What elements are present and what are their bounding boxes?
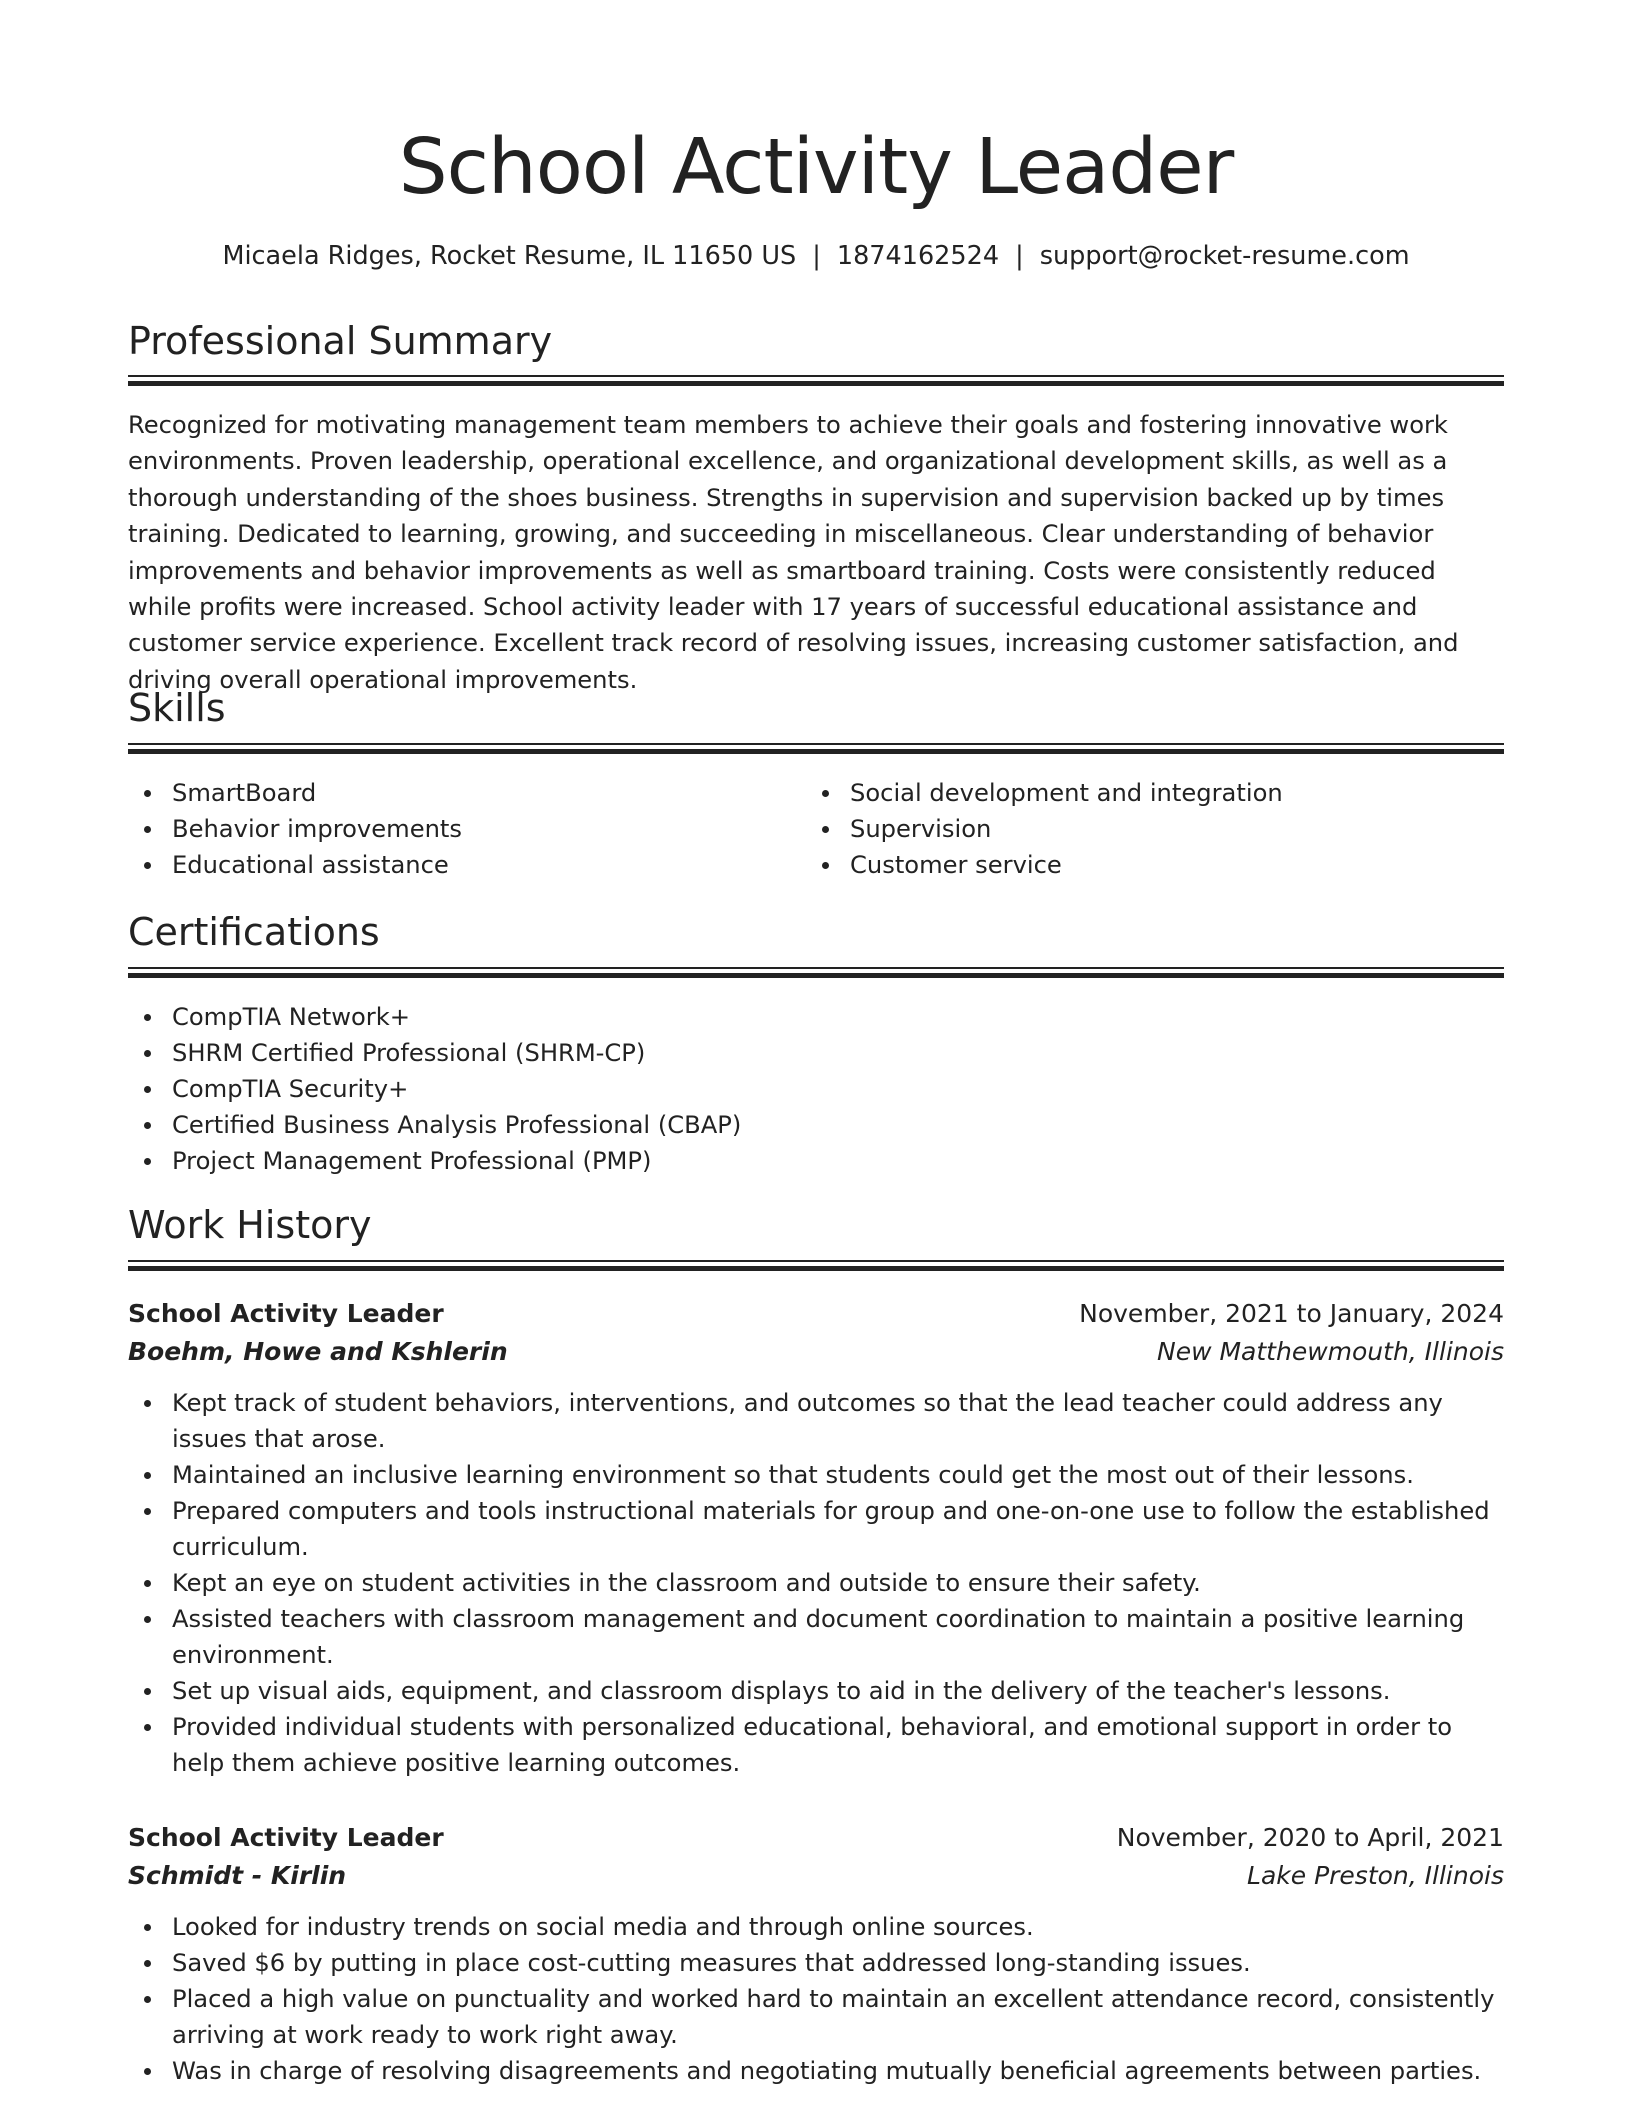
- skills-column-left: [128, 775, 788, 883]
- contact-separator: |: [812, 241, 821, 271]
- contact-phone: 1874162524: [836, 241, 1000, 271]
- job-location: New Matthewmouth, Illinois: [1157, 1337, 1504, 1366]
- contact-email: support@rocket-resume.com: [1039, 241, 1410, 271]
- section-heading-skills: Skills: [128, 686, 226, 730]
- job-bullet: Was in charge of resolving disagreements and negotiating mutually beneficial agreements between parties.: [128, 2053, 1504, 2089]
- job-bullet: Set up visual aids, equipment, and classroom displays to aid in the delivery of the teacher's lessons.: [128, 1673, 1504, 1709]
- job-bullet: Assisted teachers with classroom management and document coordination to maintain a positive learning environment.: [128, 1601, 1504, 1673]
- contact-address: Micaela Ridges, Rocket Resume, IL 11650 US: [222, 241, 797, 271]
- job-company: Boehm, Howe and Kshlerin: [128, 1337, 508, 1366]
- job-bullet: Looked for industry trends on social media and through online sources.: [128, 1909, 1504, 1945]
- section-heading-summary: Professional Summary: [128, 319, 553, 363]
- contact-line: [128, 238, 1504, 274]
- resume-title: School Activity Leader: [398, 123, 1234, 212]
- skill-item: Customer service: [806, 847, 1466, 883]
- certification-item: CompTIA Security+: [128, 1071, 1504, 1107]
- job-title: School Activity Leader: [128, 1823, 444, 1852]
- job-bullet: Kept track of student behaviors, interventions, and outcomes so that the lead teacher could address any issues that arose.: [128, 1385, 1504, 1457]
- certification-item: SHRM Certified Professional (SHRM-CP): [128, 1035, 1504, 1071]
- skill-item: Supervision: [806, 811, 1466, 847]
- certification-item: Project Management Professional (PMP): [128, 1143, 1504, 1179]
- job-bullet: Placed a high value on punctuality and worked hard to maintain an excellent attendance record, consistently arriving at work ready to work right away.: [128, 1981, 1504, 2053]
- skills-column-right: [806, 775, 1466, 883]
- section-heading-work-history: Work History: [128, 1203, 372, 1247]
- job-bullet: Kept an eye on student activities in the classroom and outside to ensure their safety.: [128, 1565, 1504, 1601]
- skill-item: Social development and integration: [806, 775, 1466, 811]
- job-bullet: Prepared computers and tools instructional materials for group and one-on-one use to follow the established curriculum.: [128, 1493, 1504, 1565]
- job-location: Lake Preston, Illinois: [1247, 1861, 1504, 1890]
- job-entry: [128, 1295, 1504, 1781]
- contact-separator: |: [1015, 241, 1024, 271]
- job-company: Schmidt - Kirlin: [128, 1861, 347, 1890]
- job-title: School Activity Leader: [128, 1299, 444, 1328]
- section-divider: [128, 967, 1504, 978]
- job-bullet: Saved $6 by putting in place cost-cutting measures that addressed long-standing issues.: [128, 1945, 1504, 1981]
- section-divider: [128, 375, 1504, 386]
- job-bullet: Maintained an inclusive learning environment so that students could get the most out of their lessons.: [128, 1457, 1504, 1493]
- section-divider: [128, 1260, 1504, 1271]
- job-bullet: Provided individual students with personalized educational, behavioral, and emotional support in order to help them achieve positive learning outcomes.: [128, 1709, 1504, 1781]
- job-entry: [128, 1819, 1504, 2089]
- job-dates: November, 2021 to January, 2024: [1079, 1299, 1504, 1328]
- certification-item: Certified Business Analysis Professional (CBAP): [128, 1107, 1504, 1143]
- skill-item: SmartBoard: [128, 775, 788, 811]
- skill-item: Behavior improvements: [128, 811, 788, 847]
- job-dates: November, 2020 to April, 2021: [1116, 1823, 1504, 1852]
- certification-item: CompTIA Network+: [128, 999, 1504, 1035]
- certifications-list: [128, 999, 1504, 1179]
- summary-text: Recognized for motivating management team members to achieve their goals and fostering innovative work environments. Proven leadership, operational excellence, and organizational development skills, as well as a thorough understanding of the shoes business. Strengths in supervision and supervision backed up by times training. Dedicated to learning, growing, and succeeding in miscellaneous. Clear understanding of behavior improvements and behavior improvements as well as smartboard training. Costs were consistently reduced while profits were increased. School activity leader with 17 years of successful educational assistance and customer service experience. Excellent track record of resolving issues, increasing customer satisfaction, and driving overall operational improvements.: [128, 411, 1459, 694]
- skill-item: Educational assistance: [128, 847, 788, 883]
- section-divider: [128, 743, 1504, 754]
- section-heading-certifications: Certifications: [128, 910, 380, 954]
